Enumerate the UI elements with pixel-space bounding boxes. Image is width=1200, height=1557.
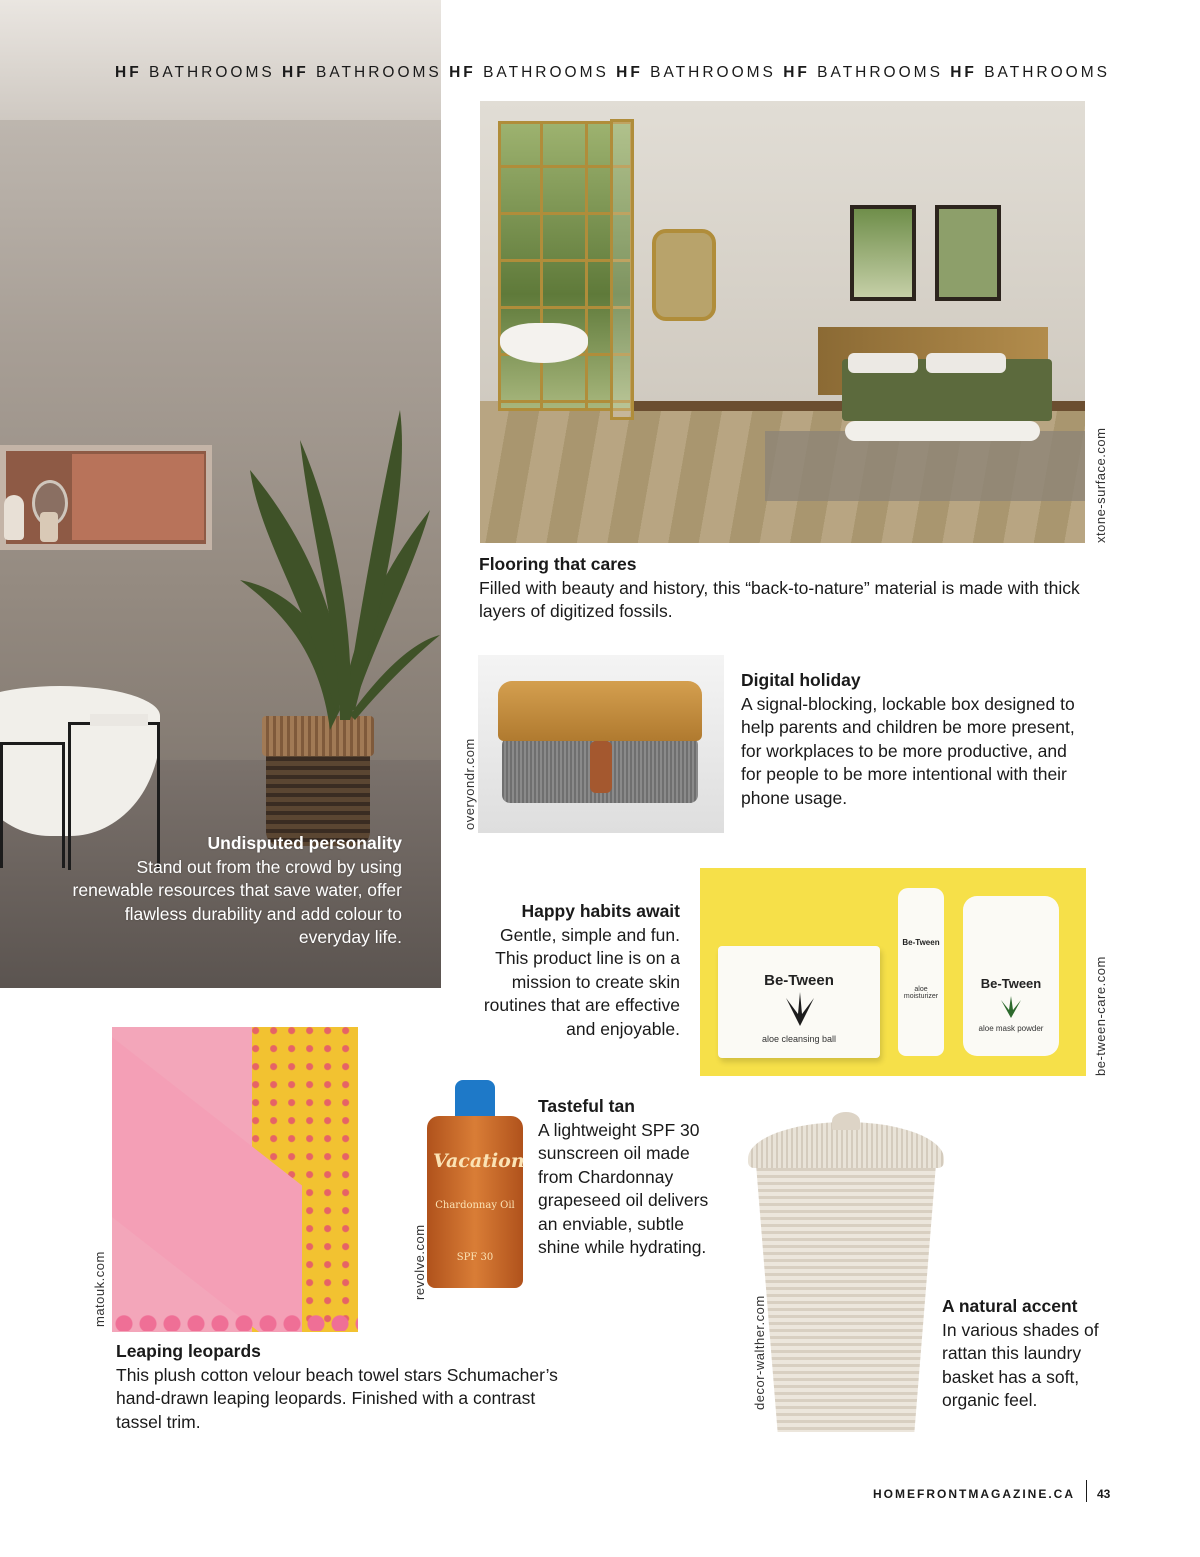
rug <box>765 431 1085 501</box>
header-repeat: HF BATHROOMS <box>449 64 609 81</box>
box-label: aloe cleansing ball <box>761 1034 837 1044</box>
accent-credit: decor-walther.com <box>752 1295 767 1410</box>
product-jar <box>963 896 1059 1056</box>
laundry-basket-photo <box>748 1112 944 1432</box>
leather-strap <box>590 741 612 793</box>
side-table <box>0 742 65 868</box>
product-box <box>718 946 880 1058</box>
leopards-caption <box>116 1340 576 1434</box>
bottle-cap <box>455 1080 495 1118</box>
hero-caption <box>62 832 402 950</box>
header-repeat: HF BATHROOMS <box>950 64 1110 81</box>
leopards-credit: matouk.com <box>92 1251 107 1327</box>
bottle <box>40 512 58 542</box>
leopards-body: This plush cotton velour beach towel stars Schumacher’s hand-drawn leaping leopards. Finished with a contrast tassel trim. <box>116 1364 558 1432</box>
accent-title: A natural accent <box>942 1296 1078 1316</box>
between-photo <box>700 868 1086 1076</box>
tan-credit: revolve.com <box>412 1224 427 1300</box>
digital-title: Digital holiday <box>741 670 861 690</box>
hero-title: Undisputed personality <box>207 833 402 853</box>
jar-label: aloe mask powder <box>978 1024 1044 1033</box>
jar-brand: Be-Tween <box>980 976 1042 991</box>
aloe-icon <box>778 992 822 1026</box>
header-repeat: HF BATHROOMS <box>115 64 275 81</box>
flooring-body: Filled with beauty and history, this “back-to-nature” material is made with thick layers of digitized fossils. <box>479 577 1080 621</box>
running-header <box>115 64 1115 82</box>
product-bottle <box>898 888 944 1056</box>
tassel-trim <box>112 1313 358 1331</box>
bottle-brand: Be-Tween <box>902 938 940 947</box>
page-number: 43 <box>1097 1487 1111 1501</box>
tan-title: Tasteful tan <box>538 1096 635 1116</box>
pillow <box>926 353 1006 373</box>
hero-body: Stand out from the crowd by using renewable resources that save water, offer flawless durability and add colour to everyday life. <box>72 856 402 947</box>
basket-knob <box>832 1112 860 1130</box>
header-repeat: HF BATHROOMS <box>616 64 776 81</box>
header-repeat: HF BATHROOMS <box>282 64 442 81</box>
bottle-label: aloe moisturizer <box>903 986 939 1000</box>
accent-body: In various shades of rattan this laundry basket has a soft, organic feel. <box>942 1319 1099 1410</box>
pillow <box>848 353 918 373</box>
digital-caption <box>741 669 1086 810</box>
footer-divider <box>1086 1480 1087 1502</box>
digital-body: A signal-blocking, lockable box designed to help parents and children be more present, for workplaces to be more productive, and for people to be more intentional with their phone usage. <box>741 693 1075 808</box>
framed-art <box>935 205 1001 301</box>
flooring-title: Flooring that cares <box>479 554 637 574</box>
towel-photo <box>112 1027 358 1332</box>
framed-art <box>850 205 916 301</box>
plant-illustration <box>240 410 440 730</box>
box-brand: Be-Tween <box>764 972 834 989</box>
flooring-credit: xtone-surface.com <box>1093 427 1108 543</box>
digital-credit: overyondr.com <box>462 738 477 830</box>
leopards-title: Leaping leopards <box>116 1341 261 1361</box>
flooring-caption <box>479 553 1089 624</box>
header-repeat: HF BATHROOMS <box>783 64 943 81</box>
accent-caption <box>942 1295 1102 1413</box>
basket-body <box>756 1164 936 1432</box>
octagonal-mirror <box>652 229 716 321</box>
bench <box>845 421 1040 441</box>
happy-caption <box>472 900 680 1041</box>
bottle-brand: Vacation <box>433 1150 525 1172</box>
books <box>90 714 148 726</box>
flooring-photo <box>480 101 1085 543</box>
sunscreen-photo <box>427 1080 523 1288</box>
footer-site: HOMEFRONTMAGAZINE.CA <box>873 1487 1075 1501</box>
aloe-icon <box>997 996 1025 1018</box>
wall-niche-inner <box>72 454 204 540</box>
happy-credit: be-tween-care.com <box>1093 956 1108 1076</box>
bottle-spf: SPF 30 <box>456 1252 494 1263</box>
bathtub <box>500 323 588 363</box>
happy-title: Happy habits await <box>521 901 680 921</box>
phone-box-photo <box>478 655 724 833</box>
tan-body: A lightweight SPF 30 sunscreen oil made from Chardonnay grapeseed oil delivers an enviable, subtle shine while hydrating. <box>538 1119 709 1257</box>
bottle-product: Chardonnay Oil <box>435 1200 515 1211</box>
happy-body: Gentle, simple and fun. This product line is on a mission to create skin routines that are effective and enjoyable. <box>483 924 680 1039</box>
vase <box>4 495 24 540</box>
tan-caption <box>538 1095 713 1260</box>
glass-partition <box>610 119 634 420</box>
ceiling <box>0 0 441 120</box>
box-lid <box>498 681 702 741</box>
